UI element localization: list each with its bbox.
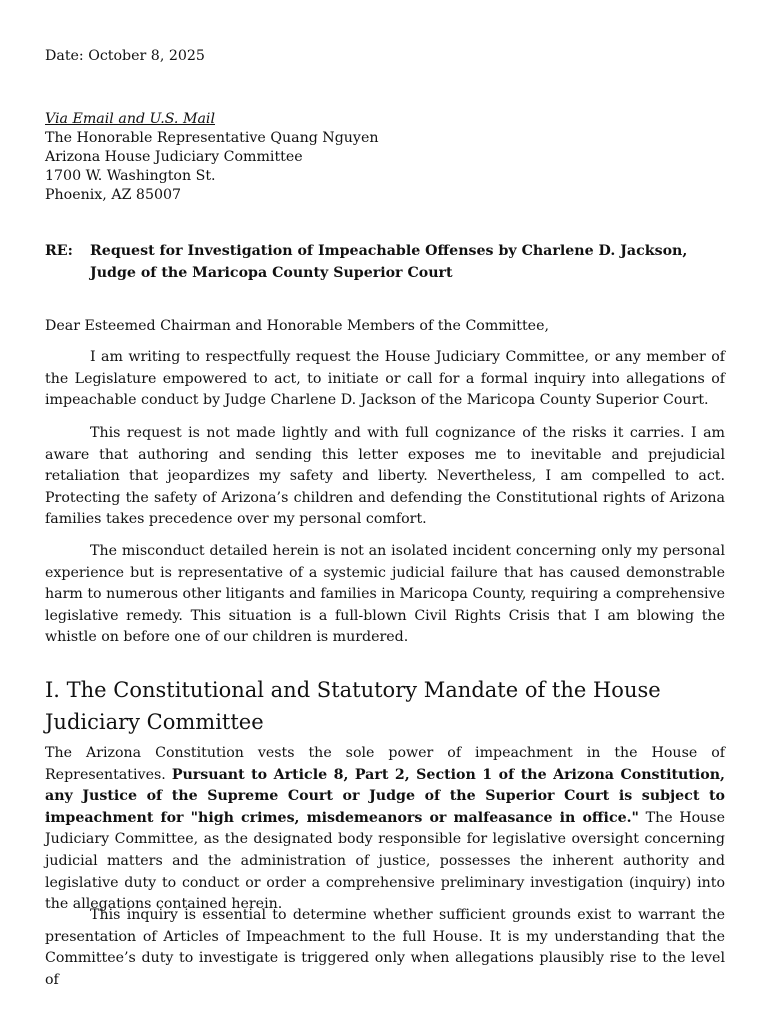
re-subject: Request for Investigation of Impeachable Offenses by Charlene D. Jackson, Judge of the Maricopa County Superior Court <box>90 243 688 281</box>
body-paragraph: I am writing to respectfully request the House Judiciary Committee, or any member of the Legislature empowered to act, to initiate or call for a formal inquiry into allegations of impeachable conduct by Judge Charlene D. Jackson of the Maricopa County Superior Court. <box>45 349 725 409</box>
section-paragraph <box>45 743 725 916</box>
address-block <box>45 110 725 205</box>
salutation: Dear Esteemed Chairman and Honorable Members of the Committee, <box>45 318 549 334</box>
address-line: 1700 W. Washington St. <box>45 168 216 184</box>
constitution-citation: Pursuant to Article 8, Part 2, Section 1 of the Arizona Constitution, any Justice of the Supreme Court or Judge of the Superior Court is subject to impeachment for "high crimes, misdemeanors or malfeasance in office." <box>45 766 725 826</box>
body-paragraph: This request is not made lightly and with full cognizance of the risks it carries. I am aware that authoring and sending this letter exposes me to inevitable and prejudicial retaliation that jeopardizes my safety and liberty. Nevertheless, I am compelled to act. Protecting the safety of Arizona’s children and defending the Constitutional rights of Arizona families takes precedence over my personal comfort. <box>45 425 725 528</box>
address-line: Arizona House Judiciary Committee <box>45 149 303 165</box>
re-block <box>45 241 725 285</box>
address-line: Phoenix, AZ 85007 <box>45 187 182 203</box>
section-paragraph-rest: The House Judiciary Committee, as the designated body responsible for legislative oversight concerning judicial matters and the administration of justice, possesses the inherent authority and legislative duty to conduct or order a comprehensive preliminary investigation (inquiry) into the allegations contained herein. <box>45 809 725 913</box>
section-paragraph-2: This inquiry is essential to determine whether sufficient grounds exist to warrant the presentation of Articles of Impeachment to the full House. It is my understanding that the Committee’s duty to investigate is triggered only when allegations plausibly rise to the level of <box>45 907 725 988</box>
section-paragraph-intro: The Arizona Constitution vests the sole power of impeachment in the House of Representatives. <box>45 745 725 783</box>
re-label: RE: <box>45 243 73 259</box>
address-line: The Honorable Representative Quang Nguyen <box>45 130 379 146</box>
date-line: Date: October 8, 2025 <box>45 48 205 64</box>
delivery-method: Via Email and U.S. Mail <box>45 111 215 127</box>
section-heading: I. The Constitutional and Statutory Mandate of the House Judiciary Committee <box>45 678 661 734</box>
body-paragraph: The misconduct detailed herein is not an isolated incident concerning only my personal experience but is representative of a systemic judicial failure that has caused demonstrable harm to numerous other litigants and families in Maricopa County, requiring a comprehensive legislative remedy. This situation is a full-blown Civil Rights Crisis that I am blowing the whistle on before one of our children is murdered. <box>45 543 725 646</box>
